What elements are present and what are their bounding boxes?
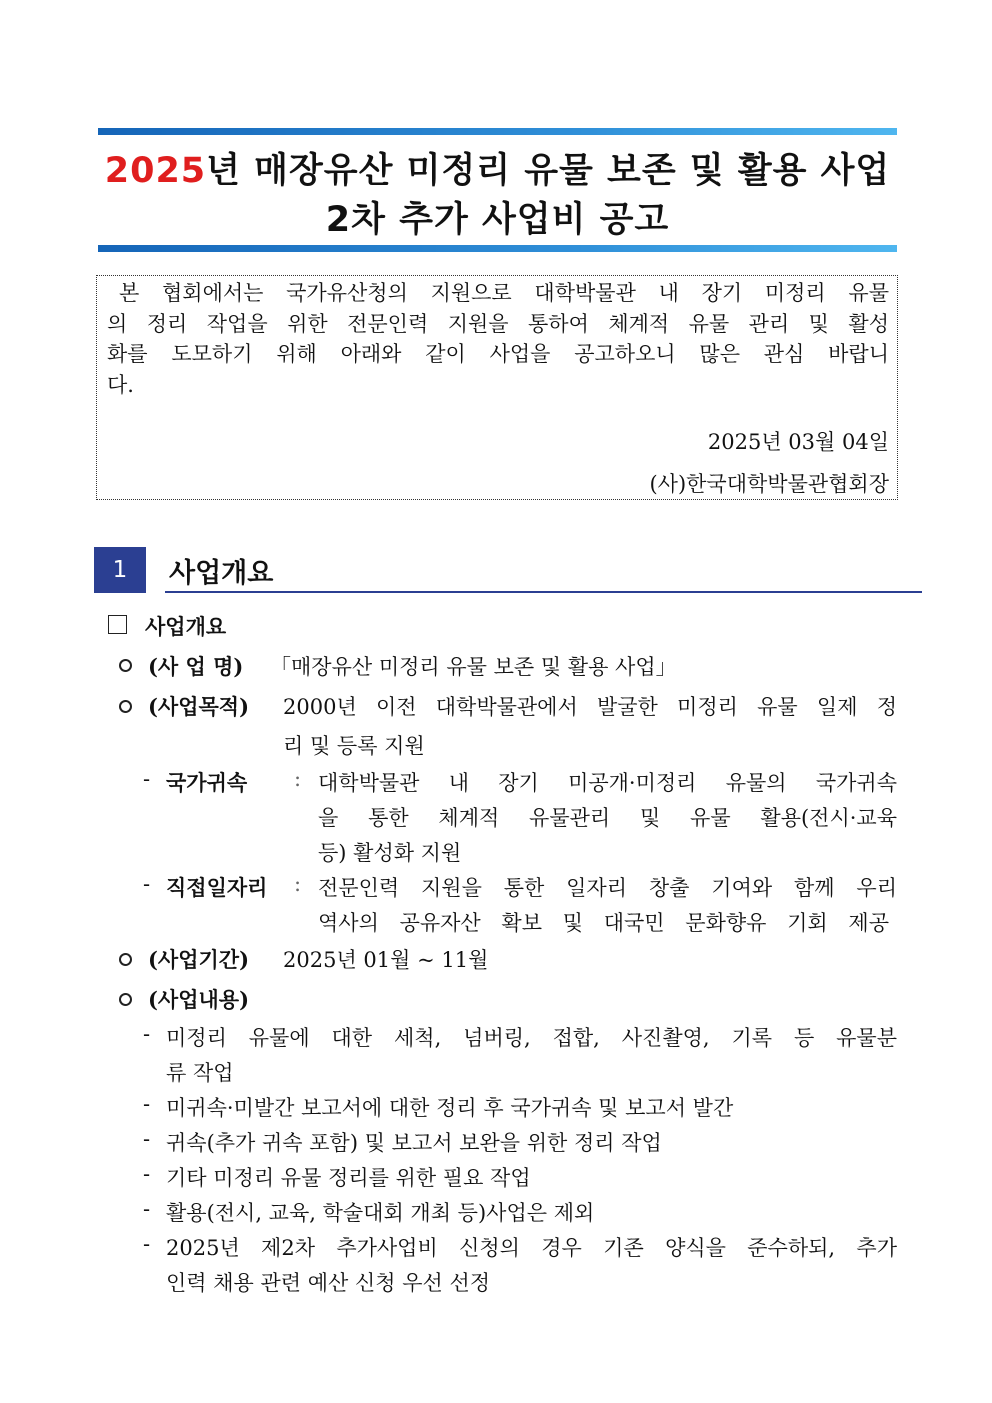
dash-bullet: - [143,1127,151,1151]
content-item: 귀속(추가 귀속 포함) 및 보고서 보완을 위한 정리 작업 [166,1131,662,1155]
jobs-label: 직접일자리 [166,875,268,900]
dash-bullet: - [143,1022,151,1046]
title-bottom-bar [98,245,897,252]
circle-bullet-icon [119,700,132,713]
overview-heading: 사업개요 [145,614,227,639]
notice-line: 의 정리 작업을 위한 전문인력 지원을 통하여 체계적 유물 관리 및 활성 [107,311,889,336]
checkbox-square-icon [108,615,127,634]
national-text: 등) 활성화 지원 [318,841,462,865]
circle-bullet-icon [119,993,132,1006]
section-underline [165,591,922,593]
content-item: 류 작업 [166,1061,234,1085]
colon-separator: : [294,767,302,791]
dash-bullet: - [143,872,151,896]
national-label: 국가귀속 [166,770,248,795]
period-label: (사업기간) [148,947,250,972]
name-label: (사 업 명) [148,654,244,679]
national-text: 을 통한 체계적 유물관리 및 유물 활용(전시·교육 [318,806,897,830]
dash-bullet: - [143,1232,151,1256]
notice-box [96,275,898,500]
notice-line: 본 협회에서는 국가유산청의 지원으로 대학박물관 내 장기 미정리 유물 [119,281,889,305]
jobs-text: 전문인력 지원을 통한 일자리 창출 기여와 함께 우리 [318,876,897,900]
title-top-bar [98,128,897,135]
content-label: (사업내용) [148,987,250,1012]
content-item: 인력 채용 관련 예산 신청 우선 선정 [166,1271,491,1295]
national-text: 대학박물관 내 장기 미공개·미정리 유물의 국가귀속 [318,771,897,795]
notice-line: 화를 도모하기 위해 아래와 같이 사업을 공고하오니 많은 관심 바랍니 [107,342,889,366]
notice-line: 다. [107,372,134,397]
purpose-label: (사업목적) [148,694,250,719]
jobs-text: 역사의 공유자산 확보 및 대국민 문화향유 기회 제공 [318,911,889,935]
colon-separator: : [294,872,302,896]
purpose-text: 2000년 이전 대학박물관에서 발굴한 미정리 유물 일제 정 [283,695,897,719]
period-value: 2025년 01월 ~ 11월 [283,948,489,972]
dash-bullet: - [143,1162,151,1186]
content-item: 기타 미정리 유물 정리를 위한 필요 작업 [166,1166,531,1190]
title-line1-text: 년 매장유산 미정리 유물 보존 및 활용 사업 [206,151,891,191]
dash-bullet: - [143,767,151,791]
notice-text [107,278,889,400]
section-title: 사업개요 [169,558,274,589]
circle-bullet-icon [119,659,132,672]
content-item: 미귀속·미발간 보고서에 대한 정리 후 국가귀속 및 보고서 발간 [166,1096,734,1120]
page-title-line2: 2차 추가 사업비 공고 [325,200,670,240]
content-item: 미정리 유물에 대한 세척, 넘버링, 접합, 사진촬영, 기록 등 유물분 [166,1026,897,1050]
dash-bullet: - [143,1092,151,1116]
circle-bullet-icon [119,953,132,966]
page-title-line1 [98,143,897,193]
section-number-badge: 1 [94,547,146,593]
title-year: 2025 [104,151,207,191]
content-item: 2025년 제2차 추가사업비 신청의 경우 기존 양식을 준수하되, 추가 [166,1236,897,1260]
notice-org: (사)한국대학박물관협회장 [649,472,889,496]
purpose-text: 리 및 등록 지원 [283,734,425,758]
notice-date: 2025년 03월 04일 [707,430,889,454]
name-value: 「매장유산 미정리 유물 보존 및 활용 사업」 [270,655,677,679]
dash-bullet: - [143,1197,151,1221]
content-item: 활용(전시, 교육, 학술대회 개최 등)사업은 제외 [166,1201,595,1225]
